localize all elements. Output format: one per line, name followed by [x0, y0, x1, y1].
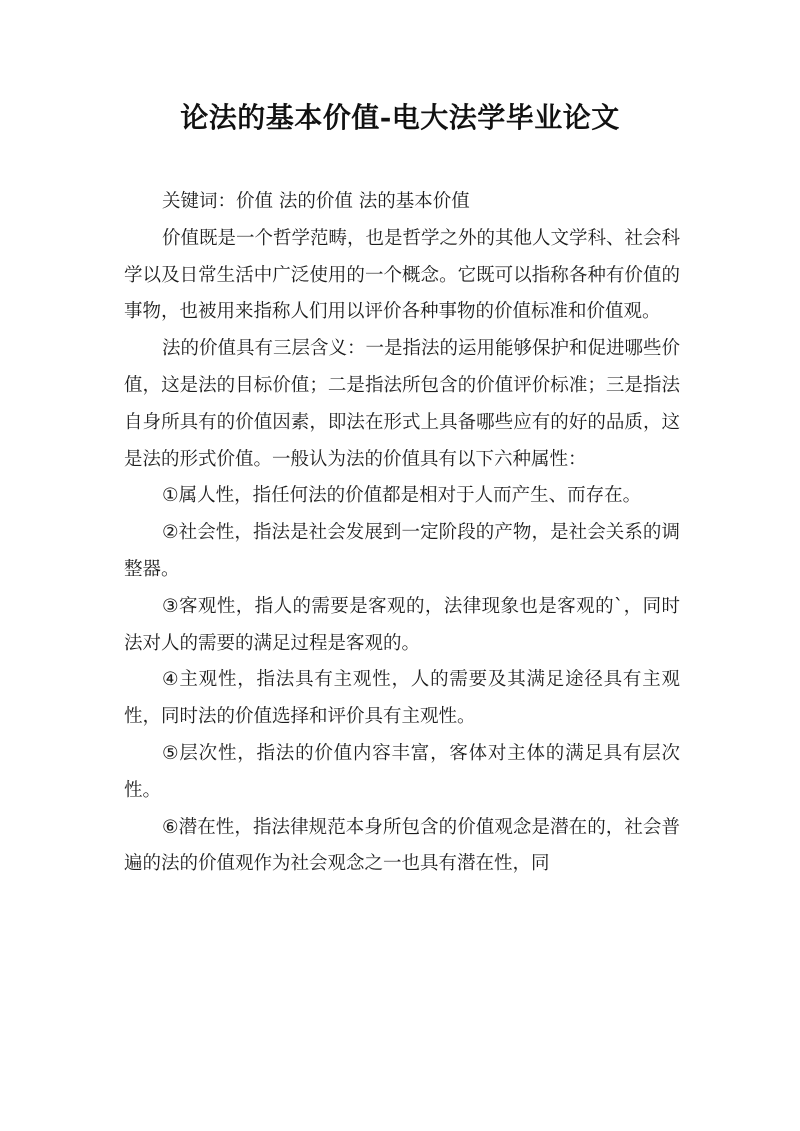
document-body [124, 184, 680, 883]
paragraph-property-3: ③客观性，指人的需要是客观的，法律现象也是客观的`，同时法对人的需要的满足过程是客观的。 [124, 595, 680, 654]
paragraph-property-2: ②社会性，指法是社会发展到一定阶段的产物，是社会关系的调整器。 [124, 522, 680, 580]
paragraph-intro: 价值既是一个哲学范畴，也是哲学之外的其他人文学科、社会科学以及日常生活中广泛使用的一个概念。它既可以指称各种有价值的事物，也被用来指称人们用以评价各种事物的价值标准和价值观。 [124, 227, 681, 323]
paragraph-property-4: ④主观性，指法具有主观性，人的需要及其满足途径具有主观性，同时法的价值选择和评价具有主观性。 [124, 669, 680, 728]
keywords-line: 关键词：价值 法的价值 法的基本价值 [162, 191, 470, 212]
paragraph-property-6: ⑥潜在性，指法律规范本身所包含的价值观念是潜在的，社会普遍的法的价值观作为社会观念之一也具有潜在性，同 [124, 816, 680, 875]
paragraph-three-meanings: 法的价值具有三层含义：一是指法的运用能够保护和促进哪些价值，这是法的目标价值；二是指法所包含的价值评价标准；三是指法自身所具有的价值因素，即法在形式上具备哪些应有的好的品质，这是法的形式价值。一般认为法的价值具有以下六种属性： [124, 338, 681, 470]
paragraph-property-1: ①属人性，指任何法的价值都是相对于人而产生、而存在。 [162, 485, 642, 507]
document-title: 论法的基本价值-电大法学毕业论文 [180, 101, 620, 134]
paragraph-property-5: ⑤层次性，指法的价值内容丰富，客体对主体的满足具有层次性。 [124, 742, 680, 801]
